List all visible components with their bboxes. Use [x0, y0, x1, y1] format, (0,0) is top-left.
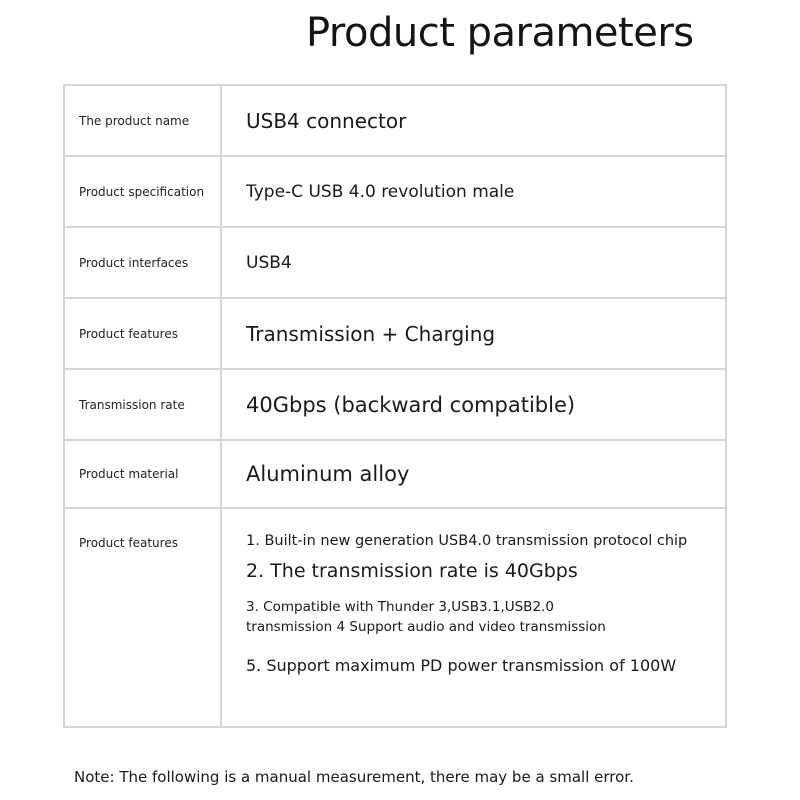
table-row-product-material [64, 440, 726, 508]
feature-item: 2. The transmission rate is 40Gbps [246, 560, 578, 582]
feature-list [246, 509, 725, 677]
measurement-note: Note: The following is a manual measurement, there may be a small error. [74, 768, 634, 786]
row-label: Product features [64, 298, 221, 369]
table-row-product-features-detail [64, 508, 726, 727]
feature-item: 5. Support maximum PD power transmission of 100W [246, 656, 677, 675]
parameters-table [63, 84, 727, 728]
row-label: Product specification [64, 156, 221, 227]
table-row-transmission-rate [64, 369, 726, 440]
row-label: Transmission rate [64, 369, 221, 440]
row-label: Product features [64, 508, 221, 727]
table-row-product-specification [64, 156, 726, 227]
row-value: Aluminum alloy [221, 440, 726, 508]
row-value: Type-C USB 4.0 revolution male [221, 156, 726, 227]
page-title: Product parameters [306, 10, 694, 56]
table-row-product-name [64, 85, 726, 156]
table-row-product-interfaces [64, 227, 726, 298]
row-label: The product name [64, 85, 221, 156]
feature-item: 1. Built-in new generation USB4.0 transmission protocol chip [246, 533, 688, 549]
row-value: Transmission + Charging [221, 298, 726, 369]
row-value: USB4 connector [221, 85, 726, 156]
row-value: USB4 [221, 227, 726, 298]
feature-item-line: 3. Compatible with Thunder 3,USB3.1,USB2.0 [246, 599, 554, 615]
row-label: Product interfaces [64, 227, 221, 298]
table-row-product-features [64, 298, 726, 369]
feature-list-cell [221, 508, 726, 727]
feature-item-line: transmission 4 Support audio and video transmission [246, 619, 606, 635]
feature-item [246, 597, 725, 637]
row-value: 40Gbps (backward compatible) [221, 369, 726, 440]
row-label: Product material [64, 440, 221, 508]
